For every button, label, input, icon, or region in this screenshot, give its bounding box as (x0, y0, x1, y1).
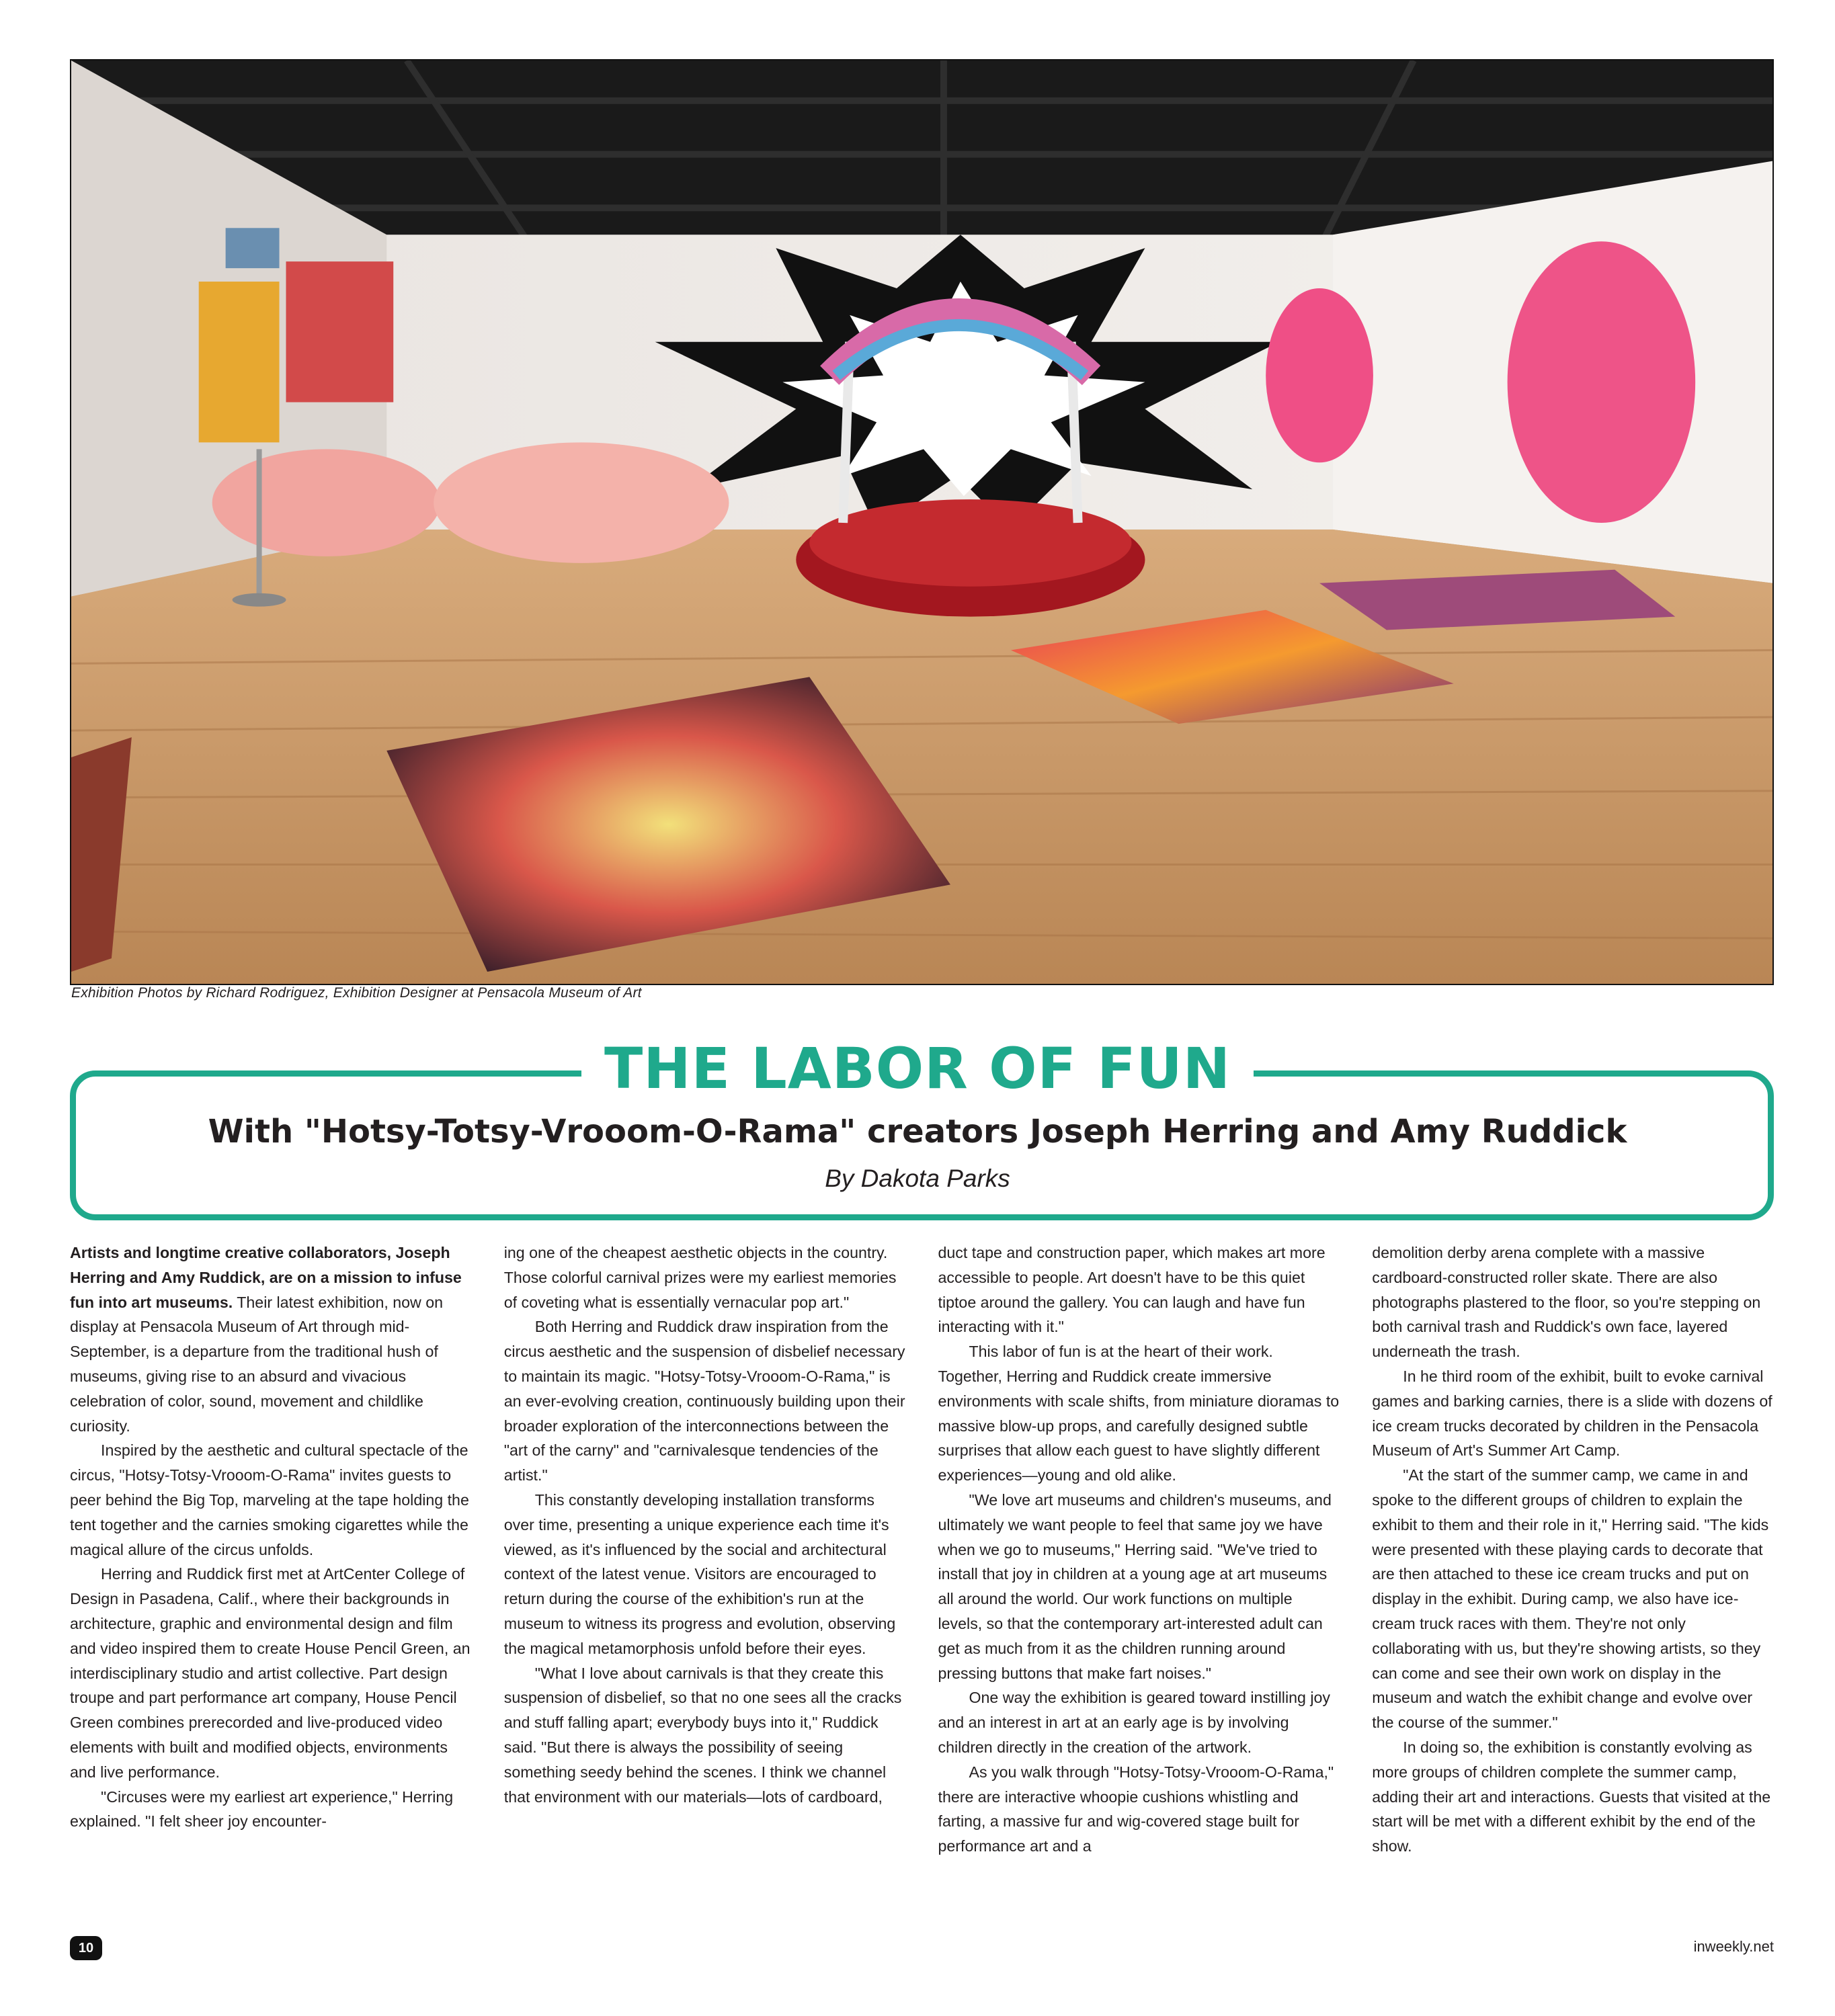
paragraph-text: Their latest exhibition, now on display at Pensacola Museum of Art through mid-September, is a departure from the traditional hush of museums, giving rise to an absurd and vivacious celebration of color, sound, movement and childlike curiosity. (70, 1293, 443, 1435)
column-1 (70, 1241, 472, 1939)
paragraph: Inspired by the aesthetic and cultural spectacle of the circus, "Hotsy-Totsy-Vrooom-O-Rama" invites guests to peer behind the Big Top, marveling at the tape holding the tent together and the carnies smoking cigarettes while the magical allure of the circus unfolds. (70, 1441, 469, 1558)
column-2 (504, 1241, 906, 1939)
page-number: 10 (70, 1936, 102, 1960)
subheadline: With "Hotsy-Totsy-Vrooom-O-Rama" creators Joseph Herring and Amy Ruddick (208, 1113, 1627, 1150)
column-3 (938, 1241, 1340, 1939)
paragraph: In he third room of the exhibit, built to evoke carnival games and barking carnies, there is a slide with dozens of ice cream trucks decorated by children in the Pensacola Museum of Art's Summer Art Camp. (1372, 1367, 1772, 1460)
exhibition-photo (70, 59, 1774, 985)
photo-caption: Exhibition Photos by Richard Rodriguez, Exhibition Designer at Pensacola Museum of Art (71, 985, 642, 1001)
headline: THE LABOR OF FUN (581, 1035, 1254, 1102)
paragraph: This constantly developing installation transforms over time, presenting a unique experience each time it's viewed, as it's influenced by the social and architectural context of the latest venue. Visitors are encouraged to return during the course of the exhibition's run at the museum to witness its progress and evolution, observing the magical metamorphosis unfold before their eyes. (503, 1490, 896, 1657)
column-4 (1372, 1241, 1774, 1939)
paragraph: "Circuses were my earliest art experience," Herring explained. "I felt sheer joy encounter- (70, 1788, 454, 1831)
paragraph: duct tape and construction paper, which makes art more accessible to people. Art doesn't have to be this quiet tiptoe around the gallery. You can laugh and have fun interacting with it." (938, 1244, 1326, 1336)
byline: By Dakota Parks (825, 1165, 1010, 1192)
paragraph: Herring and Ruddick first met at ArtCenter College of Design in Pasadena, Calif., where their backgrounds in architecture, graphic and environmental design and film and video inspired them to create House Pencil Green, an interdisciplinary studio and artist collective. Part design troupe and part performance art company, House Pencil Green combines prerecorded and live-produced video elements with built and modified objects, environments and live performance. (70, 1565, 471, 1781)
gallery-illustration (71, 60, 1772, 984)
site-url: inweekly.net (1693, 1938, 1774, 1955)
paragraph: "What I love about carnivals is that they create this suspension of disbelief, so that no one sees all the cracks and stuff falling apart; everybody buys into it," Ruddick said. "But there is always the possibility of seeing something seedy behind the scenes. I think we channel that environment with our materials—lots of cardboard, (503, 1664, 902, 1806)
paragraph (70, 1241, 472, 1438)
paragraph: In doing so, the exhibition is constantly evolving as more groups of children complete the summer camp, adding their art and interactions. Guests that visited at the start will be met with a different exhibit by the end of the show. (1372, 1738, 1771, 1855)
article-body (70, 1241, 1774, 1939)
paragraph: This labor of fun is at the heart of their work. Together, Herring and Ruddick create immersive environments with scale shifts, from miniature dioramas to massive blow-up props, and carefully designed subtle surprises that allow each guest to have slightly different experiences—young and old alike. (938, 1343, 1340, 1484)
paragraph: demolition derby arena complete with a massive cardboard-constructed roller skate. There are also photographs plastered to the floor, so you're stepping on both carnival trash and Ruddick's own face, layered underneath the trash. (1372, 1244, 1761, 1361)
paragraph: One way the exhibition is geared toward instilling joy and an interest in art at an early age is by involving children directly in the creation of the artwork. (938, 1689, 1330, 1756)
paragraph: "We love art museums and children's museums, and ultimately we want people to feel that same joy we have when we go to museums," Herring said. "We've tried to install that joy in children at a young age at art museums all around the world. Our work functions on multiple levels, so that the contemporary art-interested adult can get as much from it as the children running around pressing buttons that make fart noises." (938, 1490, 1332, 1682)
paragraph: As you walk through "Hotsy-Totsy-Vrooom-O-Rama," there are interactive whoopie cushions whistling and farting, a massive fur and wig-covered stage built for performance art and a (938, 1763, 1334, 1855)
lede: Artists and longtime creative collaborators, Joseph Herring and Amy Ruddick, are on a mission to infuse fun into art museums. (70, 1244, 462, 1311)
headline-wrap (0, 1035, 1835, 1102)
paragraph: Both Herring and Ruddick draw inspiration from the circus aesthetic and the suspension of disbelief necessary to maintain its magic. "Hotsy-Totsy-Vrooom-O-Rama," is an ever-evolving creation, continuously building upon their broader exploration of the interconnections between the "art of the carny" and "carnivalesque tendencies of the artist." (503, 1318, 905, 1484)
paragraph: ing one of the cheapest aesthetic objects in the country. Those colorful carnival prizes were my earliest memories of coveting what is essentially vernacular pop art." (503, 1244, 897, 1311)
paragraph: "At the start of the summer camp, we came in and spoke to the different groups of children to explain the exhibit to them and their role in it," Herring said. "The kids were presented with these playing cards to decorate that are then attached to these ice cream trucks and put on display in the exhibit. During camp, we also have ice-cream truck races with them. They're not only collaborating with us, but they're showing artists, so they can come and see their own work on display in the museum and watch the exhibit change and evolve over the course of the summer." (1372, 1466, 1769, 1732)
